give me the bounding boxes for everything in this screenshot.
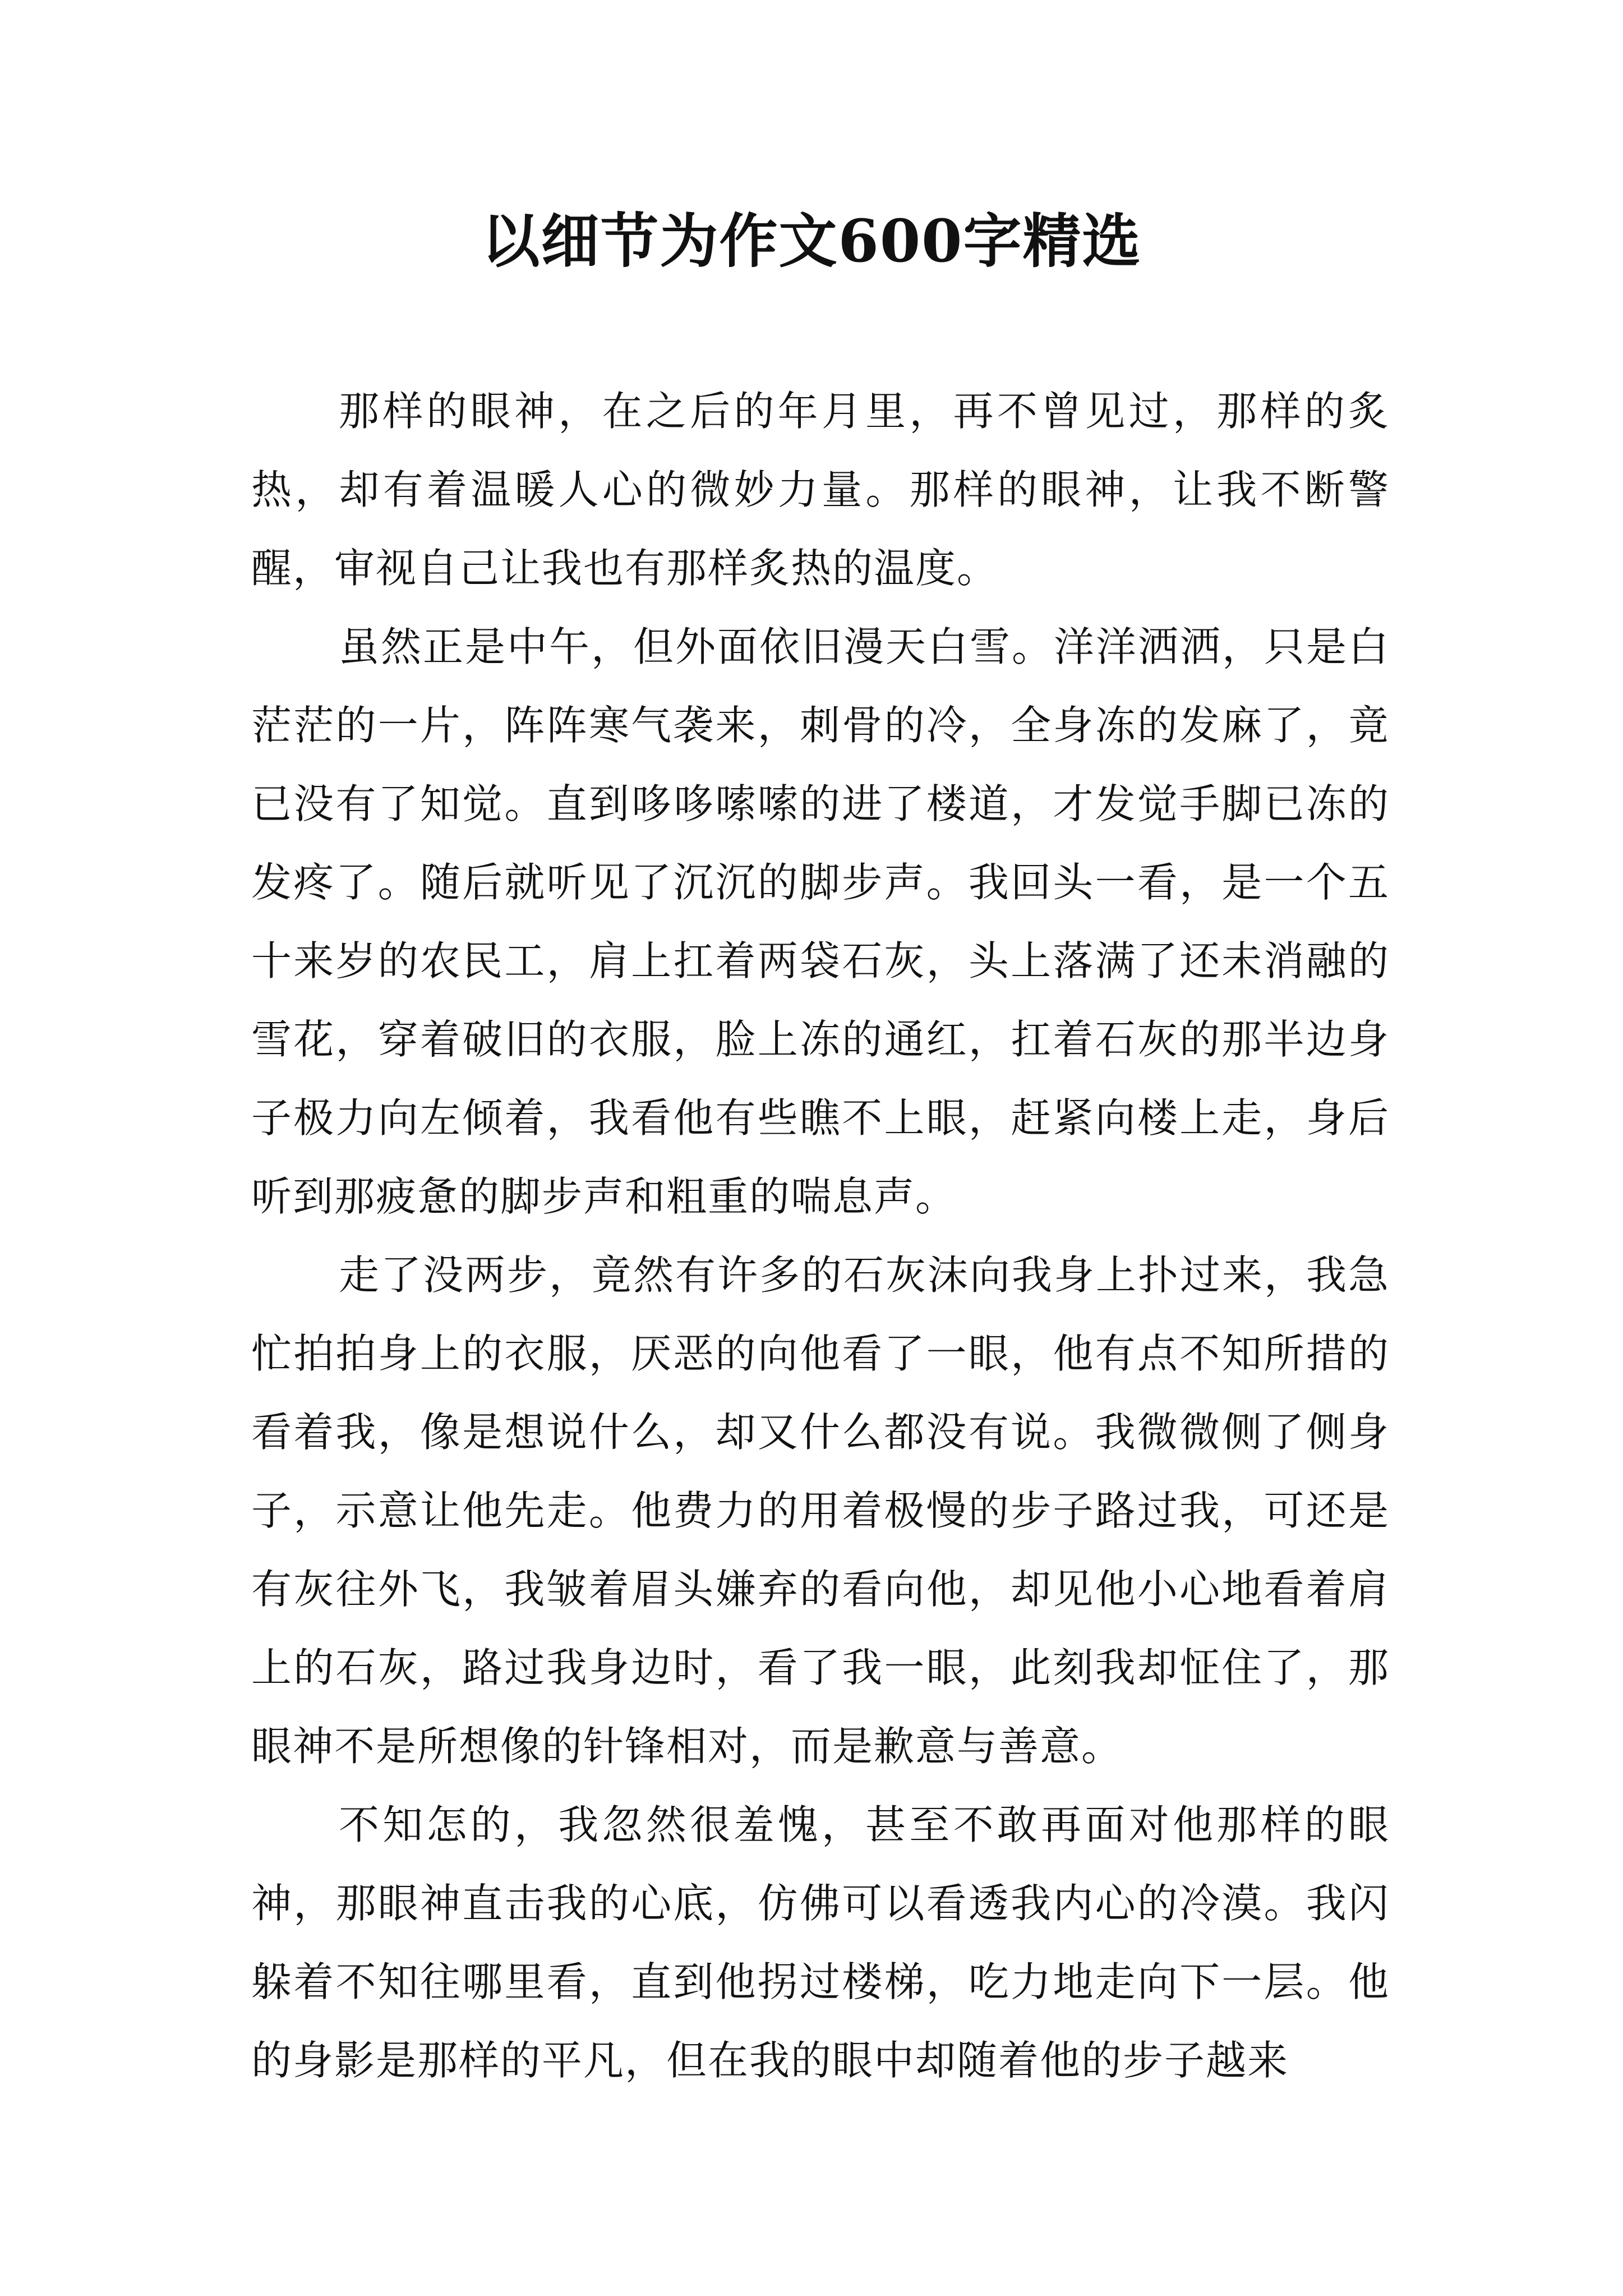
paragraph-1: 那样的眼神，在之后的年月里，再不曾见过，那样的炙热，却有着温暖人心的微妙力量。那样的眼神，让我不断警醒，审视自己让我也有那样炙热的温度。 — [251, 388, 1390, 592]
article-body — [251, 372, 1390, 2100]
paragraph-4: 不知怎的，我忽然很羞愧，甚至不敢再面对他那样的眼神，那眼神直击我的心底，仿佛可以看透我内心的冷漠。我闪躲着不知往哪里看，直到他拐过楼梯，吃力地走向下一层。他的身影是那样的平凡，但在我的眼中却随着他的步子越来 — [251, 1801, 1390, 2084]
paragraph-3: 走了没两步，竟然有许多的石灰沫向我身上扑过来，我急忙拍拍身上的衣服，厌恶的向他看了一眼，他有点不知所措的看着我，像是想说什么，却又什么都没有说。我微微侧了侧身子，示意让他先走。他费力的用着极慢的步子路过我，可还是有灰往外飞，我皱着眉头嫌弃的看向他，却见他小心地看着肩上的石灰，路过我身边时，看了我一眼，此刻我却怔住了，那眼神不是所想像的针锋相对，而是歉意与善意。 — [251, 1251, 1390, 1770]
document-title: 以细节为作文600字精选 — [481, 206, 1142, 275]
paragraph-2: 虽然正是中午，但外面依旧漫天白雪。洋洋洒洒，只是白茫茫的一片，阵阵寒气袭来，刺骨的冷，全身冻的发麻了，竟已没有了知觉。直到哆哆嗦嗦的进了楼道，才发觉手脚已冻的发疼了。随后就听见了沉沉的脚步声。我回头一看，是一个五十来岁的农民工，肩上扛着两袋石灰，头上落满了还未消融的雪花，穿着破旧的衣服，脸上冻的通红，扛着石灰的那半边身子极力向左倾着，我看他有些瞧不上眼，赶紧向楼上走，身后听到那疲惫的脚步声和粗重的喘息声。 — [251, 623, 1390, 1220]
